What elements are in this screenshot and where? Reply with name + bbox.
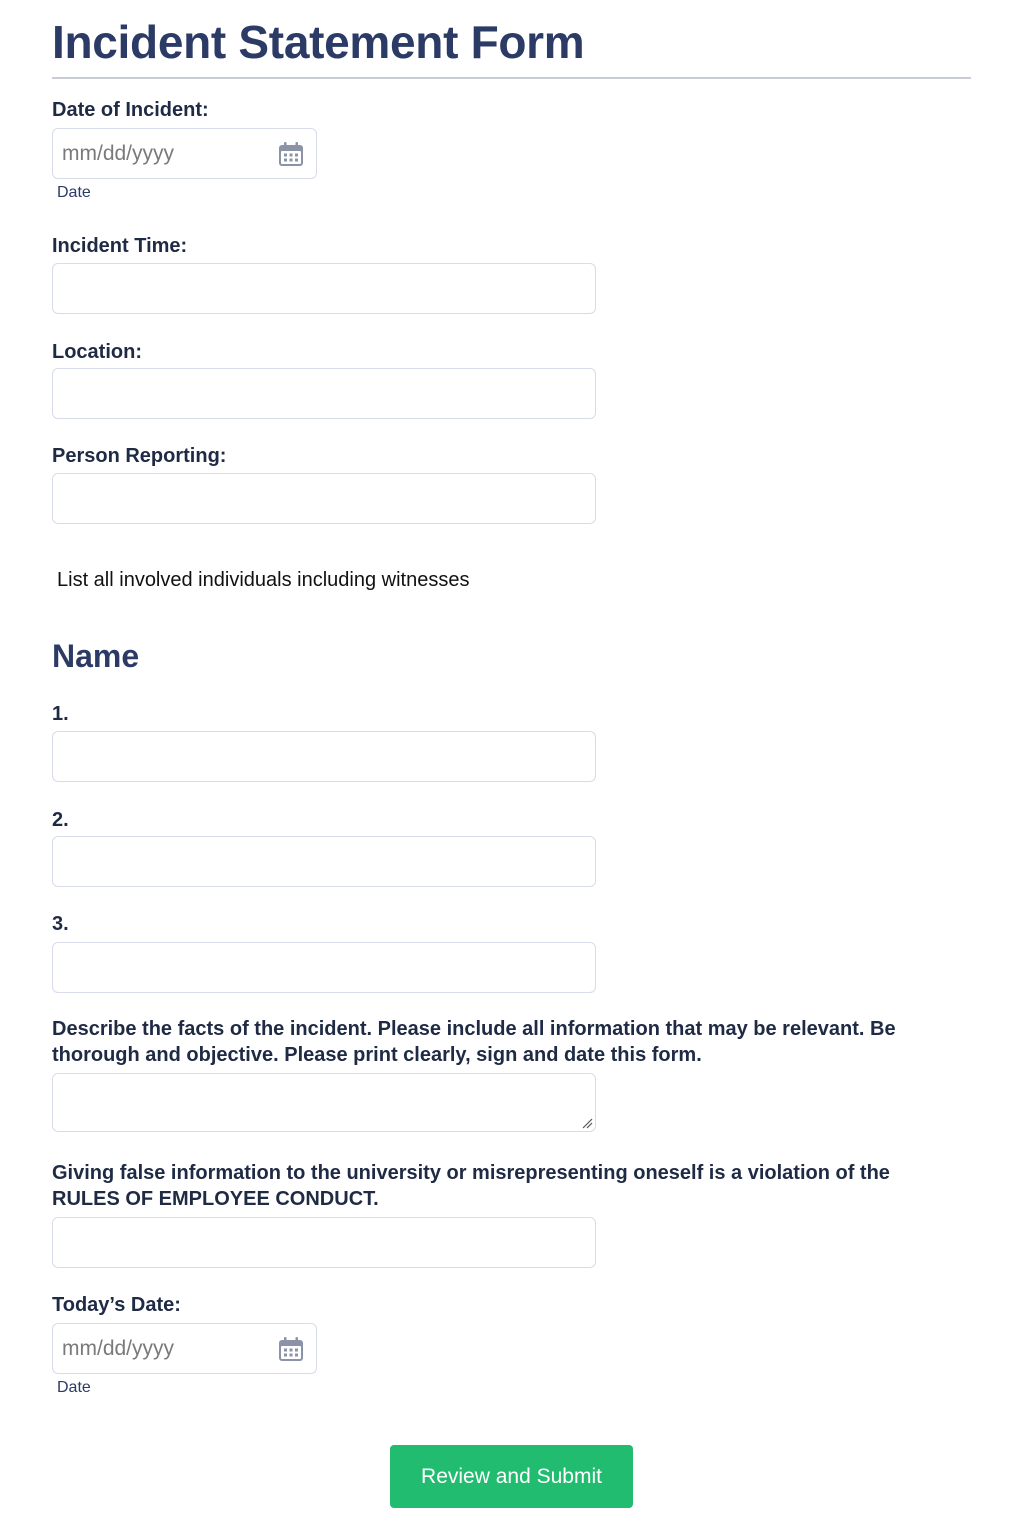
name-1-input[interactable] bbox=[52, 731, 596, 782]
facts-label: Describe the facts of the incident. Please include all information that may be relevant. Be thorough and objective. Please print clearly, sign and date this form. bbox=[52, 1018, 896, 1066]
name-section-heading: Name bbox=[52, 638, 140, 674]
person-reporting-input[interactable] bbox=[52, 473, 596, 524]
incident-time-label: Incident Time: bbox=[52, 235, 188, 257]
involved-individuals-instructions: List all involved individuals including witnesses bbox=[57, 569, 470, 591]
incident-time-input[interactable] bbox=[52, 263, 596, 314]
calendar-icon[interactable] bbox=[278, 141, 304, 167]
name-3-input[interactable] bbox=[52, 942, 596, 993]
acknowledgement-input[interactable] bbox=[52, 1217, 596, 1268]
calendar-icon[interactable] bbox=[278, 1336, 304, 1362]
date-placeholder: mm/dd/yyyy bbox=[62, 1337, 175, 1360]
date-placeholder: mm/dd/yyyy bbox=[62, 142, 175, 165]
resize-handle-icon[interactable] bbox=[581, 1117, 593, 1129]
todays-date-sublabel: Date bbox=[57, 1379, 91, 1396]
name-2-label: 2. bbox=[52, 809, 69, 831]
location-input[interactable] bbox=[52, 368, 596, 419]
todays-date-input[interactable] bbox=[52, 1323, 317, 1374]
date-of-incident-label: Date of Incident: bbox=[52, 99, 209, 121]
todays-date-label: Today’s Date: bbox=[52, 1294, 181, 1316]
page-title: Incident Statement Form bbox=[52, 16, 585, 68]
acknowledgement-label: Giving false information to the university or misrepresenting oneself is a violation of the RULES OF EMPLOYEE CONDUCT. bbox=[52, 1162, 890, 1210]
name-1-label: 1. bbox=[52, 703, 69, 725]
review-and-submit-button[interactable]: Review and Submit bbox=[390, 1445, 633, 1508]
location-label: Location: bbox=[52, 341, 142, 363]
person-reporting-label: Person Reporting: bbox=[52, 445, 227, 467]
title-divider bbox=[52, 77, 971, 79]
facts-textarea[interactable] bbox=[52, 1073, 596, 1132]
name-2-input[interactable] bbox=[52, 836, 596, 887]
date-of-incident-input[interactable] bbox=[52, 128, 317, 179]
name-3-label: 3. bbox=[52, 913, 69, 935]
date-of-incident-sublabel: Date bbox=[57, 184, 91, 201]
